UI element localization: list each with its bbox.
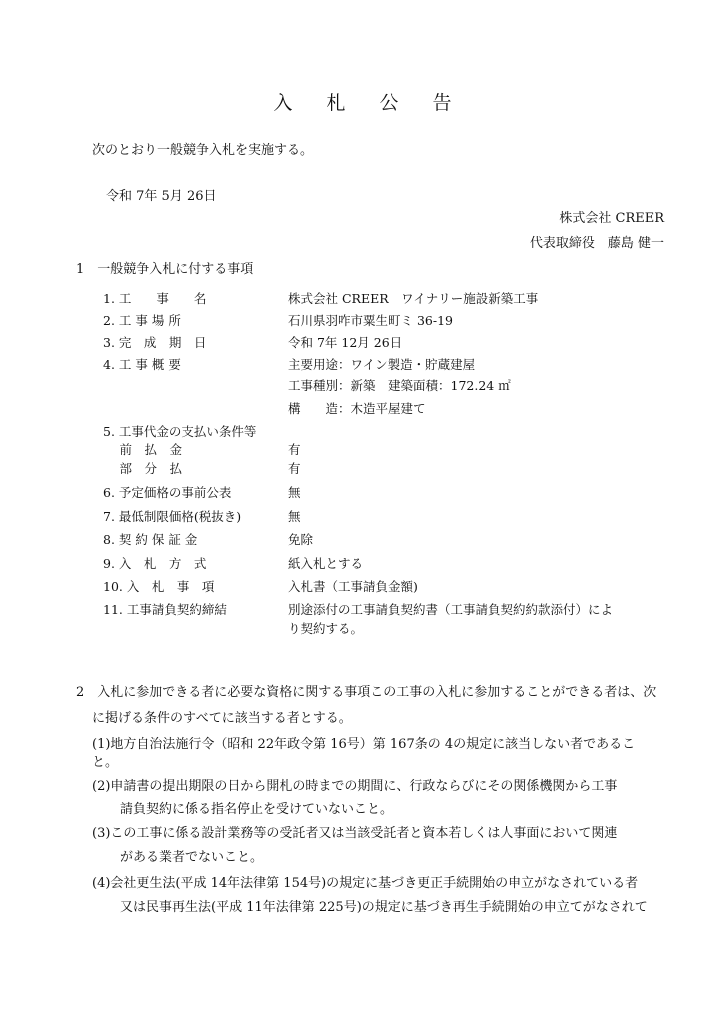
item-label: 8. 契 約 保 証 金 xyxy=(103,532,198,547)
item-label: 7. 最低制限価格(税抜き) xyxy=(103,509,242,524)
item-value: 無 xyxy=(288,485,301,500)
item-label: 6. 予定価格の事前公表 xyxy=(103,485,232,500)
item-value: 工事種別：新築 建築面積：172.24 ㎡ xyxy=(288,378,511,393)
issue-date: 令和 7年 5月 26日 xyxy=(106,189,217,204)
issuer-representative: 代表取締役 藤島 健一 xyxy=(529,236,664,251)
issuer-company: 株式会社 CREER xyxy=(559,211,664,226)
item-label: 5. 工事代金の支払い条件等 xyxy=(103,424,257,439)
item-label: 1. 工 事 名 xyxy=(103,291,207,306)
item-label: 3. 完 成 期 日 xyxy=(103,335,207,350)
section2-line: 又は民事再生法(平成 11年法律第 225号)の規定に基づき再生手続開始の申立てがなされて xyxy=(120,900,648,915)
section2-line: がある業者でないこと。 xyxy=(120,850,264,865)
item-value: 主要用途：ワイン製造・貯蔵建屋 xyxy=(288,357,476,372)
item-label: 11. 工事請負契約締結 xyxy=(103,602,227,617)
item-value: 石川県羽咋市粟生町ミ 36-19 xyxy=(288,313,454,328)
section2-line: (1)地方自治法施行令（昭和 22年政令第 16号）第 167条の 4の規定に該当しない者であるこ xyxy=(92,737,636,752)
item-label: 4. 工 事 概 要 xyxy=(103,357,181,372)
item-value: 構 造：木造平屋建て xyxy=(288,401,426,416)
page-title: 入札公告 xyxy=(273,92,486,114)
item-value: 無 xyxy=(288,509,301,524)
item-value: 入札書（工事請負金額) xyxy=(288,579,418,594)
item-value: 別途添付の工事請負契約書（工事請負契約約款添付）によ xyxy=(288,602,614,617)
item-value: 令和 7年 12月 26日 xyxy=(288,335,403,350)
item-label: 9. 入 札 方 式 xyxy=(103,556,207,571)
item-value: 紙入札とする xyxy=(288,556,364,571)
section1-heading: 1 一般競争入札に付する事項 xyxy=(76,262,254,277)
section2-line: (4)会社更生法(平成 14年法律第 154号)の規定に基づき更正手続開始の申立がなされている者 xyxy=(92,876,639,891)
item-value: り契約する。 xyxy=(288,621,364,636)
item-value: 有 xyxy=(288,442,301,457)
item-label: 前 払 金 xyxy=(103,442,182,457)
intro-text: 次のとおり一般競争入札を実施する。 xyxy=(92,143,314,158)
item-value: 有 xyxy=(288,461,301,476)
section2-line: (2)申請書の提出期限の日から開札の時までの期間に、行政ならびにその関係機関から工事 xyxy=(92,779,618,794)
item-label: 部 分 払 xyxy=(103,461,182,476)
section2-line: 2 入札に参加できる者に必要な資格に関する事項この工事の入札に参加することができる者は、次 xyxy=(76,685,657,700)
section2-line: と。 xyxy=(92,755,119,770)
section2-line: (3)この工事に係る設計業務等の受託者又は当該受託者と資本若しくは人事面において関連 xyxy=(92,826,618,841)
item-value: 免除 xyxy=(288,532,314,547)
item-label: 10. 入 札 事 項 xyxy=(103,579,215,594)
item-label: 2. 工 事 場 所 xyxy=(103,313,181,328)
section2-line: に掲げる条件のすべてに該当する者とする。 xyxy=(92,711,352,726)
section2-line: 請負契約に係る指名停止を受けていないこと。 xyxy=(120,802,394,817)
item-value: 株式会社 CREER ワイナリー施設新築工事 xyxy=(288,291,539,306)
